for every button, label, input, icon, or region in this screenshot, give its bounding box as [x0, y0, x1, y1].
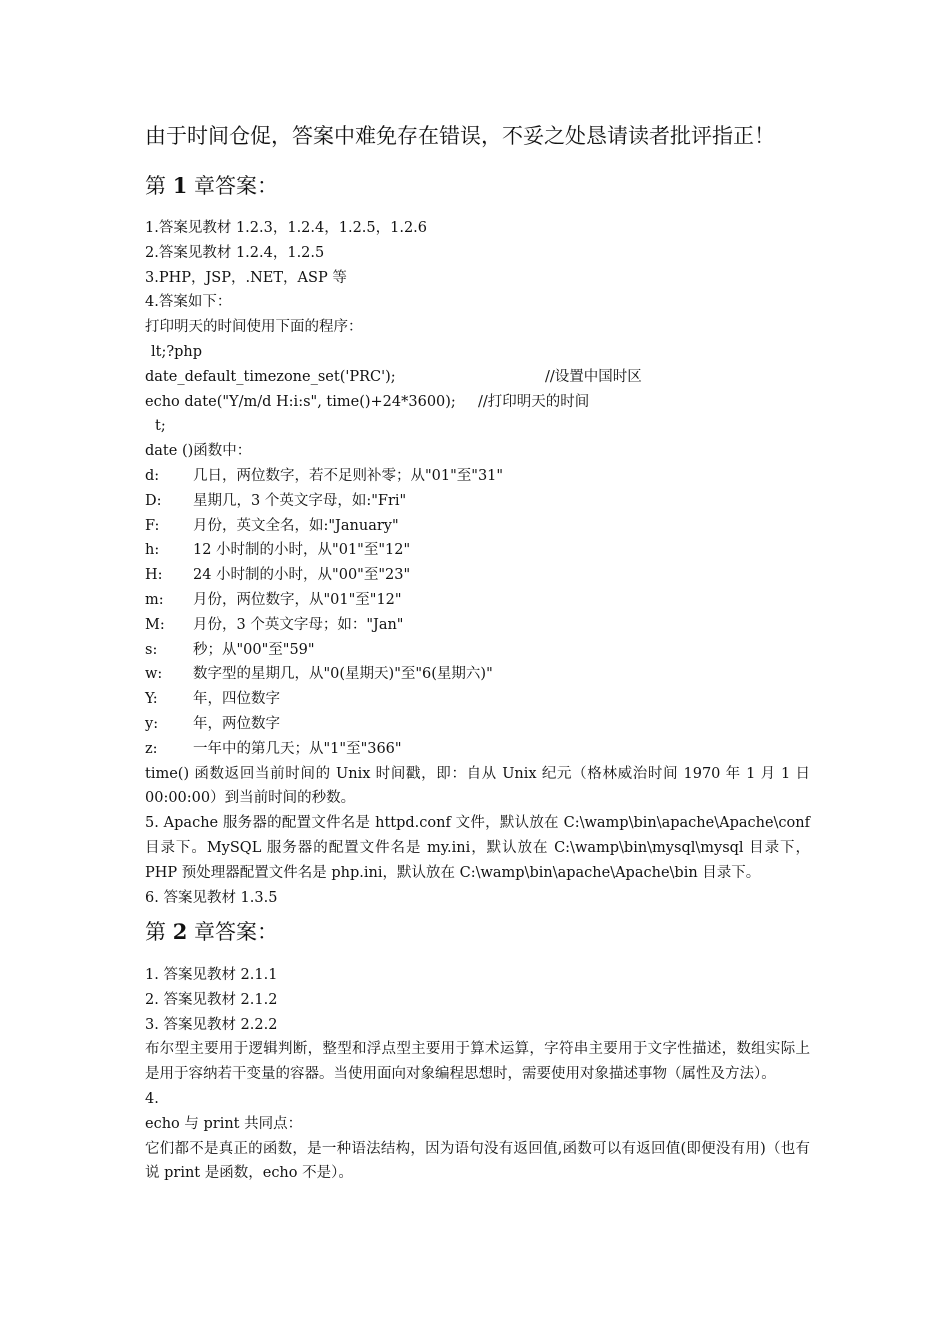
format-key: s: [145, 641, 158, 658]
format-key: Y: [145, 691, 158, 708]
code-text: echo date("Y/m/d H:i:s", time()+24*3600); [145, 393, 456, 410]
format-desc: 秒；从"00"至"59" [193, 641, 315, 658]
format-desc: 月份，3 个英文字母；如："Jan" [193, 616, 404, 633]
format-key: h: [145, 542, 160, 559]
format-row [145, 613, 810, 638]
format-key: y: [145, 715, 159, 732]
chapter-1-heading [145, 170, 545, 202]
format-key: z: [145, 740, 158, 757]
format-desc: 年，四位数字 [193, 691, 280, 708]
format-row [145, 687, 810, 712]
code-text: date_default_timezone_set('PRC'); [145, 368, 396, 385]
format-desc: 星期几，3 个英文字母，如:"Fri" [193, 492, 407, 509]
code-comment: //设置中国时区 [545, 368, 642, 385]
code-line-echo-date [145, 390, 810, 415]
format-desc: 12 小时制的小时，从"01"至"12" [193, 542, 411, 559]
format-row [145, 662, 810, 687]
format-row [145, 588, 810, 613]
answer-line: 3. 答案见教材 2.2.2 [145, 1016, 278, 1033]
format-desc: 几日，两位数字，若不足则补零；从"01"至"31" [193, 467, 504, 484]
format-row [145, 638, 810, 663]
chapter-2-heading-pre: 第 [145, 920, 166, 944]
answer-line: 4. [145, 1090, 159, 1107]
format-desc: 年，两位数字 [193, 715, 280, 732]
format-desc: 月份，英文全名，如:"January" [193, 517, 399, 534]
format-key: d: [145, 467, 160, 484]
chapter-2-heading-number: 2 [172, 919, 188, 944]
code-open-tag: lt;?php [151, 343, 203, 360]
chapter-1-body [145, 216, 810, 910]
data-types-paragraph: 布尔型主要用于逻辑判断，整型和浮点型主要用于算术运算，字符串主要用于文字性描述，数组实际上是用于容纳若干变量的容器。当使用面向对象编程思想时，需要使用对象描述事物（属性及方法）。 [145, 1041, 810, 1083]
code-close-tag: t; [155, 418, 166, 435]
config-files-paragraph: 5. Apache 服务器的配置文件名是 httpd.conf 文件，默认放在 C:\wamp\bin\apache\Apache\conf 目录下。MySQL 服务器的配置文件名是 my.ini，默认放在 C:\wamp\bin\mysql\mysql 目录下，PHP 预处理器配置文件名是 php.ini，默认放在 C:\wamp\bin\apache\Apache\bin 目录下。 [145, 815, 810, 881]
chapter-1-heading-post: 章答案： [194, 174, 278, 198]
format-row [145, 538, 810, 563]
chapter-2-heading [145, 916, 545, 948]
format-row [145, 464, 810, 489]
format-desc: 数字型的星期几，从"0(星期天)"至"6(星期六)" [193, 666, 493, 683]
format-key: D: [145, 492, 162, 509]
chapter-2-heading-post: 章答案： [194, 920, 278, 944]
format-desc: 24 小时制的小时，从"00"至"23" [193, 567, 411, 584]
answer-line: 1. 答案见教材 2.1.1 [145, 967, 278, 983]
format-row [145, 712, 810, 737]
answer-line: 打印明天的时间使用下面的程序： [145, 319, 363, 336]
format-row [145, 489, 810, 514]
chapter-1-heading-number: 1 [172, 173, 188, 198]
chapter-2-body [145, 963, 810, 1186]
format-key: M: [145, 616, 165, 633]
answer-line: 3.PHP，JSP，.NET，ASP 等 [145, 269, 347, 286]
answer-line: 4.答案如下： [145, 294, 232, 311]
code-line-timezone [145, 365, 810, 390]
format-key: H: [145, 567, 163, 584]
answer-line: 6. 答案见教材 1.3.5 [145, 889, 278, 906]
errata-notice: 由于时间仓促，答案中难免存在错误，不妥之处恳请读者批评指正！ [145, 124, 775, 148]
code-comment: //打印明天的时间 [478, 393, 590, 410]
echo-print-title: echo 与 print 共同点： [145, 1115, 303, 1132]
format-row [145, 737, 810, 762]
format-row [145, 563, 810, 588]
format-row [145, 514, 810, 539]
format-key: F: [145, 517, 160, 534]
format-desc: 月份，两位数字，从"01"至"12" [193, 591, 402, 608]
date-intro: date ()函数中： [145, 443, 252, 460]
format-key: w: [145, 666, 163, 683]
format-key: m: [145, 591, 164, 608]
format-desc: 一年中的第几天；从"1"至"366" [193, 740, 402, 757]
answer-line: 2. 答案见教材 2.1.2 [145, 991, 278, 1008]
answer-line: 1.答案见教材 1.2.3，1.2.4，1.2.5，1.2.6 [145, 220, 428, 236]
time-function-paragraph: time() 函数返回当前时间的 Unix 时间戳，即：自从 Unix 纪元（格林威治时间 1970 年 1 月 1 日 00:00:00）到当前时间的秒数。 [145, 765, 810, 807]
echo-print-paragraph: 它们都不是真正的函数，是一种语法结构，因为语句没有返回值,函数可以有返回值(即便没有用)（也有说 print 是函数，echo 不是）。 [145, 1140, 810, 1182]
chapter-1-heading-pre: 第 [145, 174, 166, 198]
answer-line: 2.答案见教材 1.2.4，1.2.5 [145, 244, 325, 261]
